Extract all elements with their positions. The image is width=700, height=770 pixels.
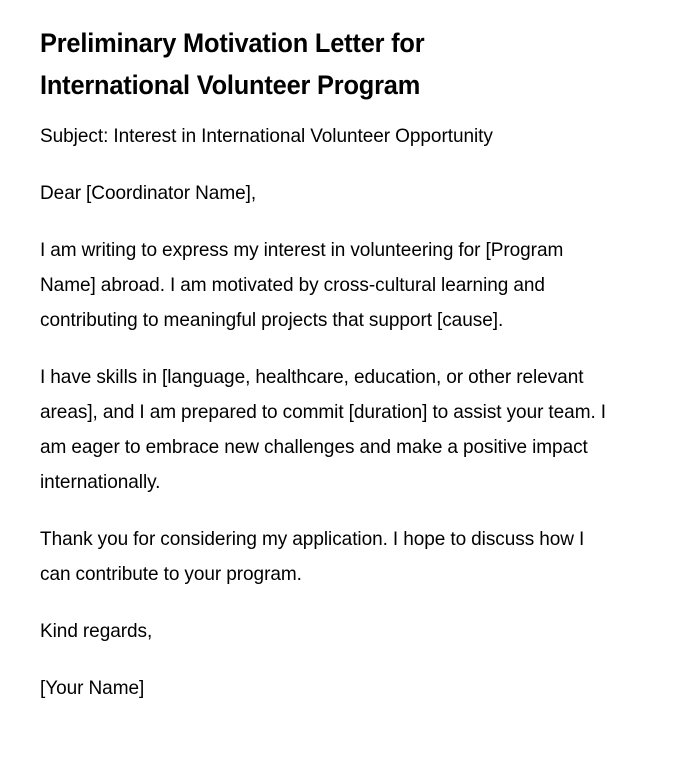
body-paragraph-2: I have skills in [language, healthcare, education, or other relevant areas], and I am prepared to commit [duration] to assist your team. I am eager to embrace new challenges and make a positive impact internationally. [40,366,607,493]
subject-line: Subject: Interest in International Volunteer Opportunity [40,125,493,147]
signature-line: [Your Name] [40,677,145,699]
salutation: Dear [Coordinator Name], [40,182,257,204]
body-paragraph-1: I am writing to express my interest in volunteering for [Program Name] abroad. I am motivated by cross-cultural learning and contributing to meaningful projects that support [cause]. [40,239,564,331]
page-title: Preliminary Motivation Letter for International Volunteer Program [40,28,425,100]
closing-line: Kind regards, [40,620,153,642]
body-paragraph-3: Thank you for considering my application. I hope to discuss how I can contribute to your program. [40,528,585,585]
letter-body [40,119,622,706]
